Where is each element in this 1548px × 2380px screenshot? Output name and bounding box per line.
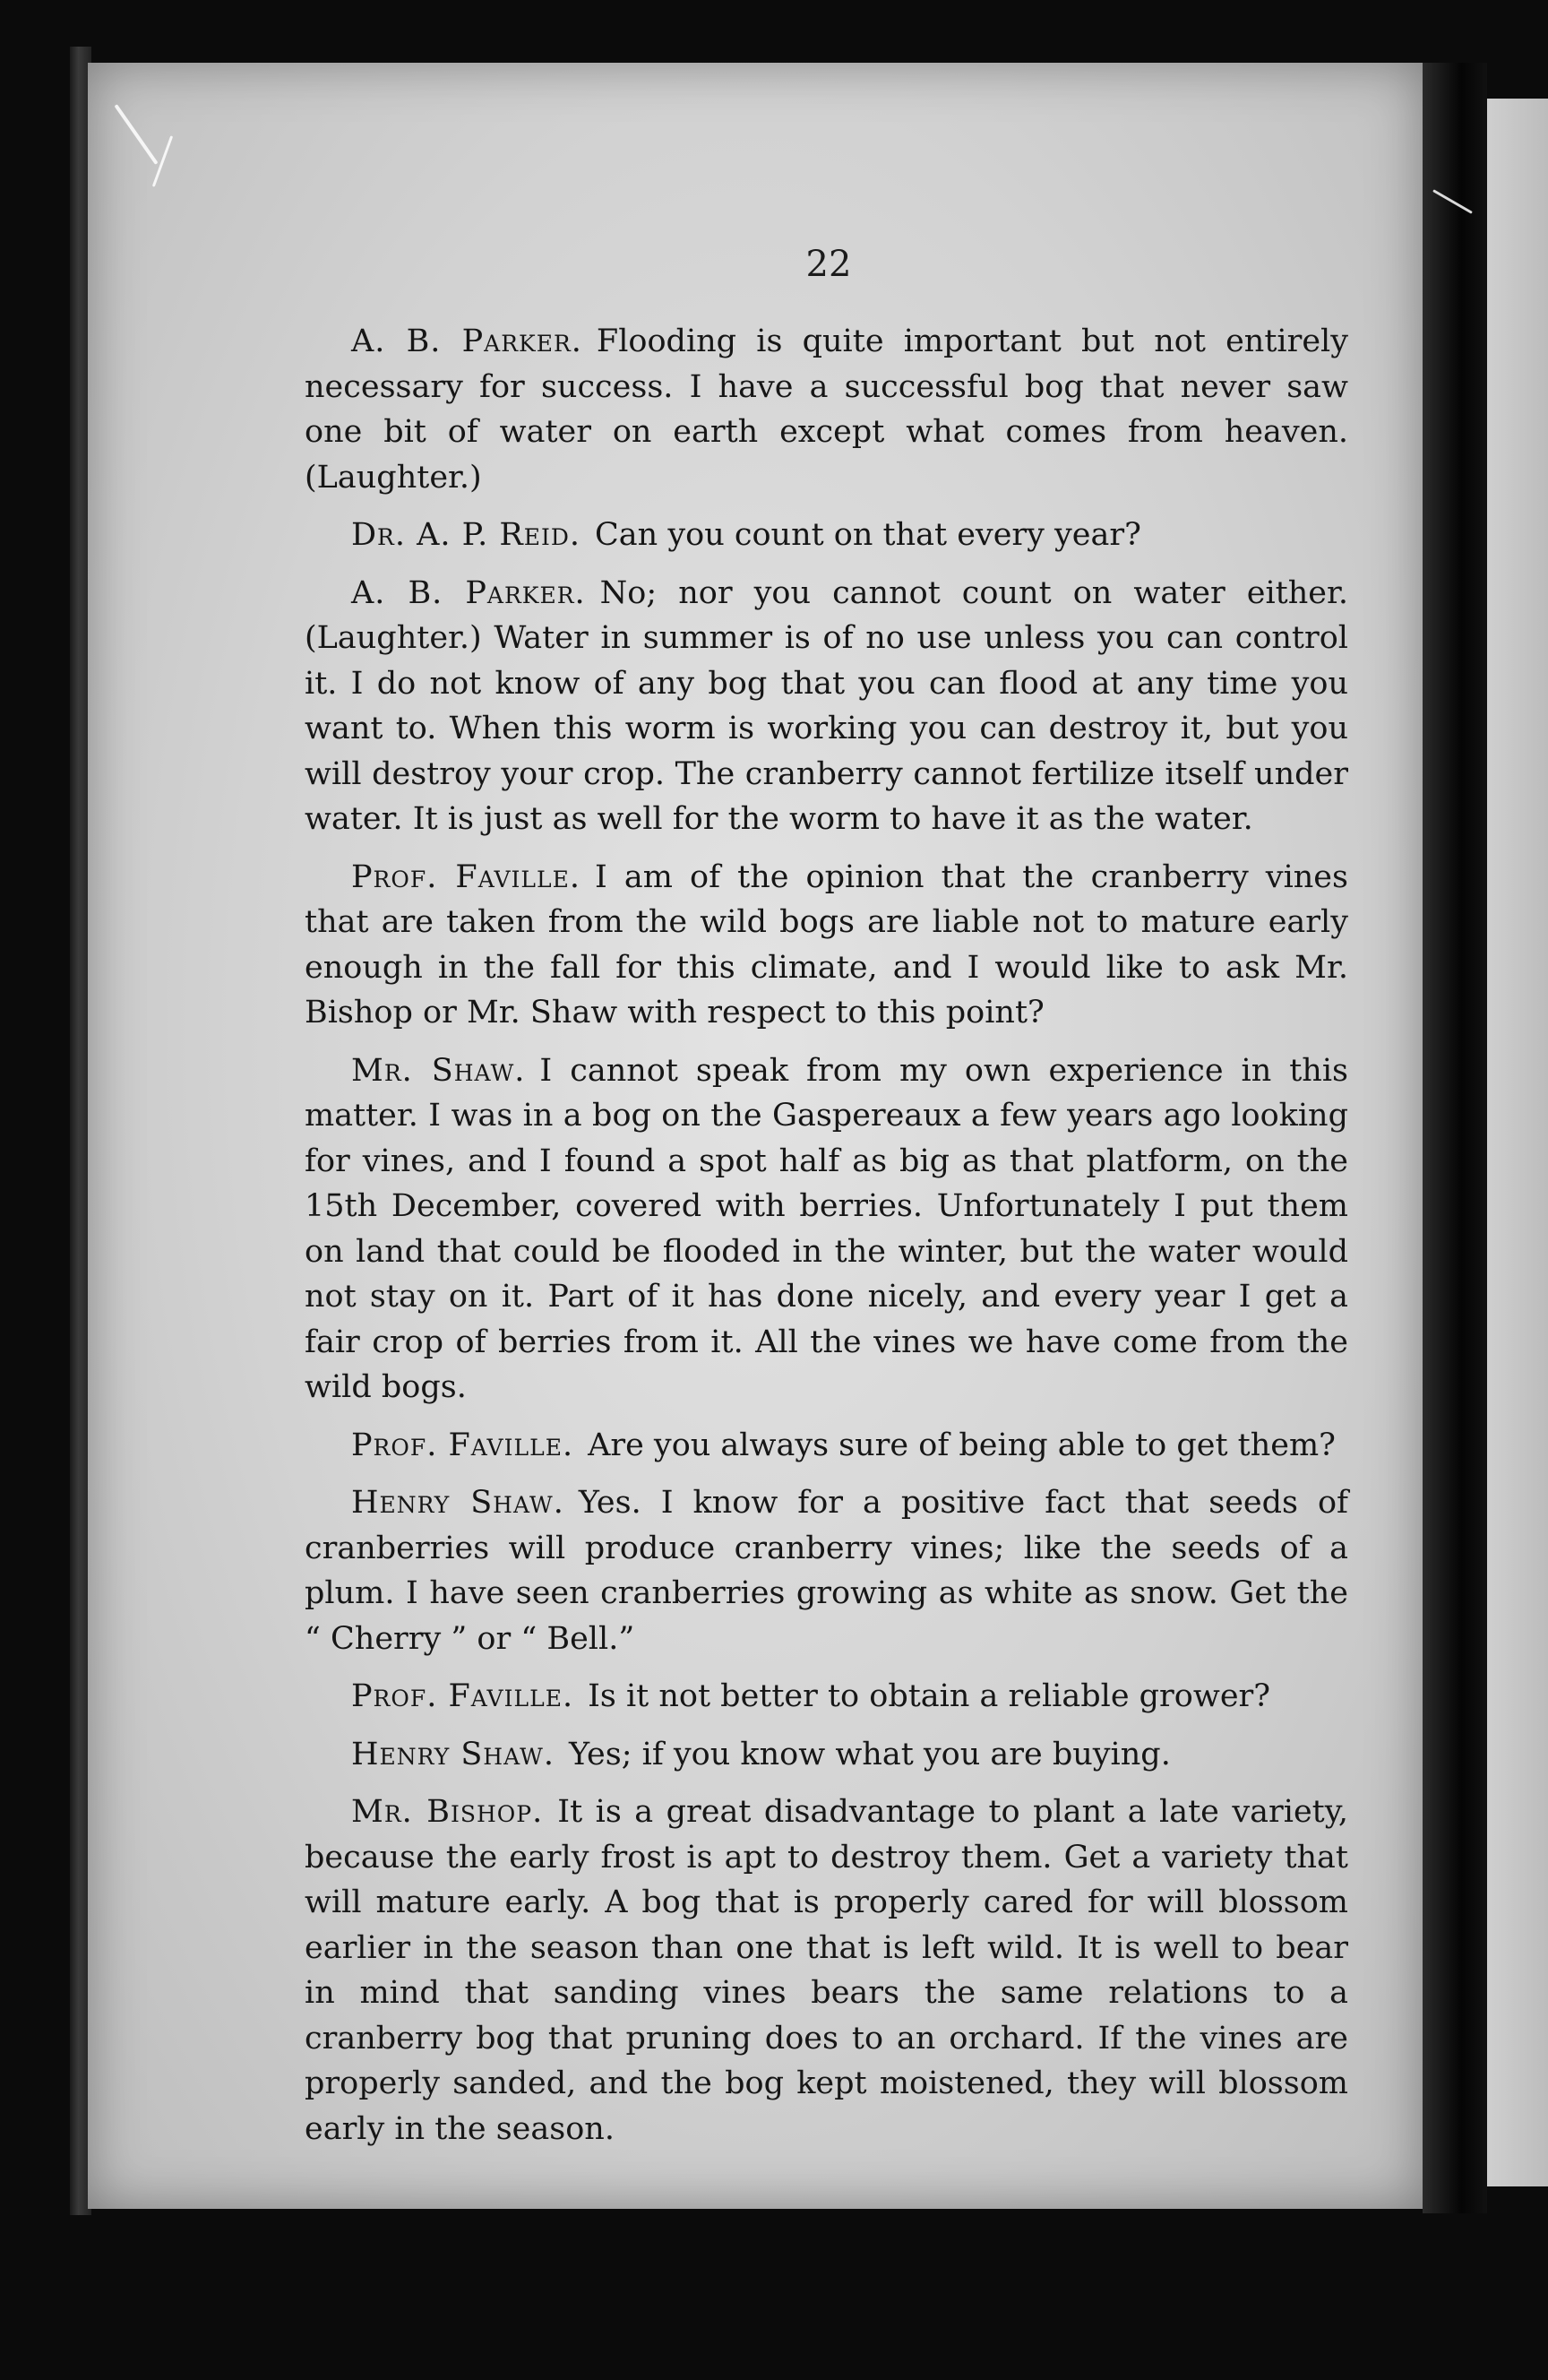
speaker-name: A. B. Parker. (351, 574, 586, 611)
dialogue-paragraph (305, 855, 1348, 1036)
speech-text: I am of the opinion that the cranberry vines that are taken from the wild bogs are liable not to mature early enough in the fall for this climate, and I would like to ask Mr. Bishop or Mr. Shaw with respect to this point? (305, 858, 1348, 1030)
dialogue-paragraph (305, 513, 1348, 558)
dialogue-paragraph (305, 571, 1348, 842)
speaker-name: Prof. Faville. (351, 1427, 574, 1463)
speaker-name: Prof. Faville. (351, 1678, 574, 1714)
facing-page-edge (1487, 99, 1548, 2186)
speech-text: Yes. I know for a positive fact that seeds of cranberries will produce cranberry vines; like the seeds of a plum. I have seen cranberries growing as white as snow. Get the “ Cherry ” or “ Bell.” (305, 1485, 1348, 1657)
speaker-name: Mr. Shaw. (351, 1052, 526, 1089)
speech-text: Yes; if you know what you are buying. (568, 1736, 1171, 1772)
dialogue-paragraph (305, 1732, 1348, 1778)
book-gutter (1423, 63, 1487, 2213)
dialogue-paragraph (305, 1674, 1348, 1720)
dialogue-paragraph (305, 1480, 1348, 1661)
dialogue-paragraph (305, 319, 1348, 500)
speaker-name: Mr. Bishop. (351, 1794, 544, 1830)
speech-text: No; nor you cannot count on water either. (Laughter.) Water in summer is of no use unless you can control it. I do not know of any bog that you can flood at any time you want to. When this worm is working you can destroy it, but you will destroy your crop. The cranberry cannot fertilize itself under water. It is just as well for the worm to have it as the water. (305, 574, 1348, 837)
speech-text: Is it not better to obtain a reliable grower? (588, 1678, 1271, 1714)
speaker-name: Henry Shaw. (351, 1485, 564, 1521)
speech-text: Flooding is quite important but not entirely necessary for success. I have a successful bog that never saw one bit of water on earth except what comes from heaven. (Laughter.) (305, 323, 1348, 496)
speech-text: I cannot speak from my own experience in this matter. I was in a bog on the Gaspereaux a few years ago looking for vines, and I found a spot half as big as that platform, on the 15th December, covered with berries. Unfortunately I put them on land that could be flooded in the winter, but the water would not stay on it. Part of it has done nicely, and every year I get a fair crop of berries from it. All the vines we have come from the wild bogs. (305, 1052, 1348, 1405)
speaker-name: Dr. A. P. Reid. (351, 517, 581, 553)
dialogue-paragraph (305, 1048, 1348, 1410)
speech-text: Are you always sure of being able to get them? (588, 1427, 1336, 1463)
speaker-name: A. B. Parker. (351, 323, 582, 359)
page-number: 22 (805, 244, 852, 285)
speaker-name: Henry Shaw. (351, 1736, 555, 1772)
speech-text: It is a great disadvantage to plant a late variety, because the early frost is apt to destroy them. Get a variety that will mature early. A bog that is properly cared for will blossom earlier in the season than one that is left wild. It is well to bear in mind that sanding vines bears the same relations to a cranberry bog that pruning does to an orchard. If the vines are properly sanded, and the bog kept moistened, they will blossom early in the season. (305, 1794, 1348, 2147)
speaker-name: Prof. Faville. (351, 858, 581, 895)
transcript-body (305, 319, 1348, 2164)
dialogue-paragraph (305, 1789, 1348, 2151)
speech-text: Can you count on that every year? (595, 517, 1141, 553)
dialogue-paragraph (305, 1423, 1348, 1469)
